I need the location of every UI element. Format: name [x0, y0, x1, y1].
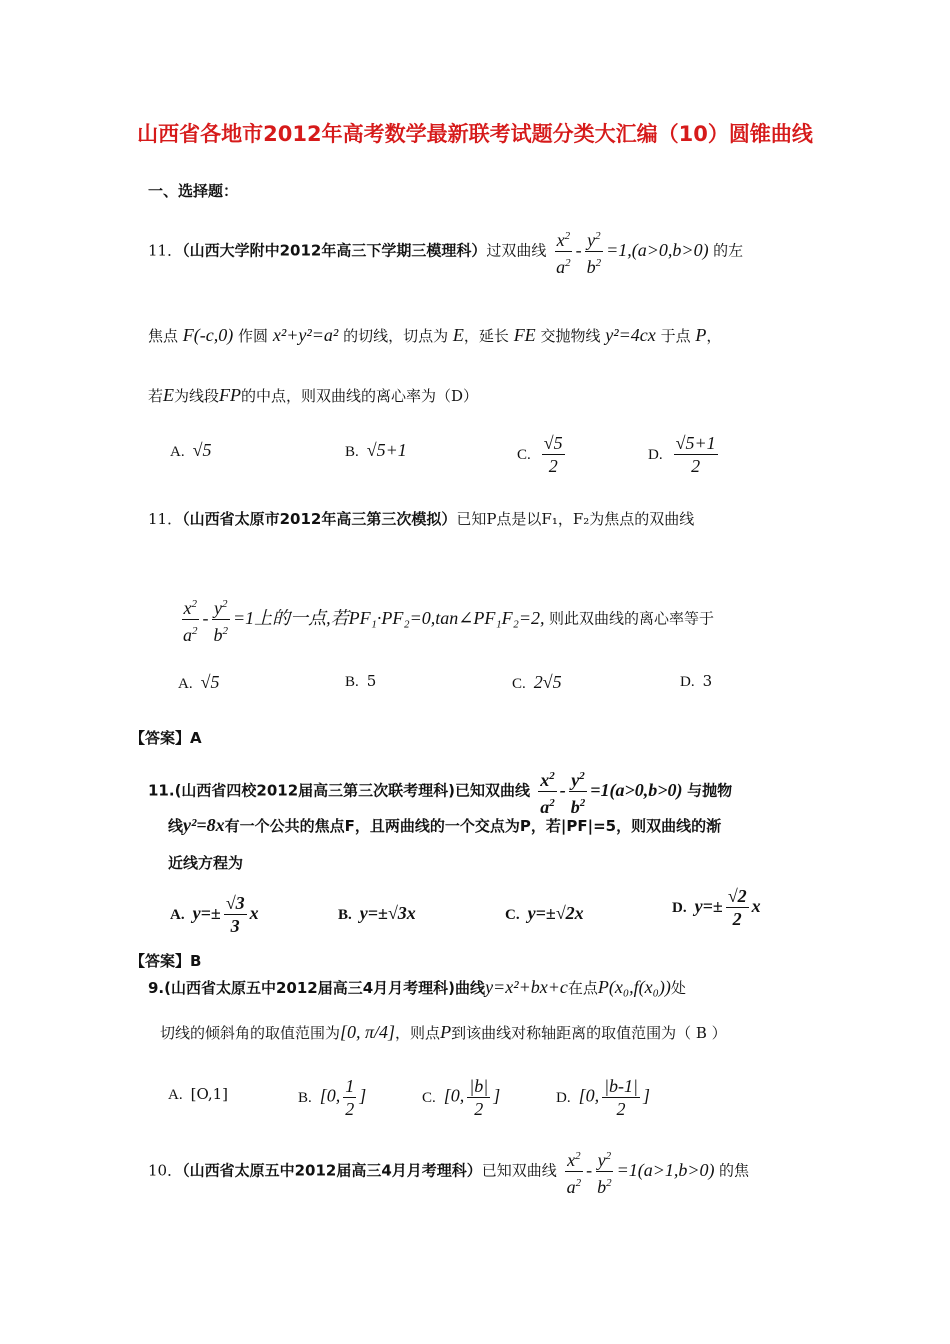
q2-option-d: D. 3 — [680, 672, 713, 690]
q4-option-d: D. [0, $\frac{|b-1|}{2}$ ] — [556, 1076, 651, 1119]
q4-line-2: 切线的倾斜角的取值范围为[0, π/4]，则点P到该曲线对称轴距离的取值范围为（ B ） — [160, 1022, 727, 1042]
q4-option-c: C. [0, $\frac{|b|}{2}$ ] — [422, 1076, 501, 1119]
q2-option-c: C. 2√5 — [512, 672, 562, 692]
q1-line-2: 焦点 F(-c,0) 作圆 x²+y²=a² 的切线，切点为 E，延长 FE 交抛物线 y²=4cx 于点 P， — [148, 325, 722, 345]
q2-answer: 【答案】A — [130, 729, 202, 747]
q5-line-1: 10．（山西省太原五中2012届高三4月月考理科）已知双曲线 $\frac{x^2}{a^2}$ - $\frac{y^2}{b^2}$ =1(a>1,b>0) 的焦 — [148, 1145, 749, 1198]
q2-condition: $\frac{x^2}{a^2}$ - $\frac{y^2}{b^2}$ =1上的一点,若PF₁·PF₂=0,tan∠PF₁F₂=2, — [178, 608, 549, 628]
q5-source: （山西省太原五中2012届高三4月月考理科） — [182, 1161, 482, 1180]
q2-line-2: $\frac{x^2}{a^2}$ - $\frac{y^2}{b^2}$ =1上的一点,若PF₁·PF₂=0,tan∠PF₁F₂=2, 则此双曲线的离心率等于 — [178, 593, 714, 646]
q1-line-3: 若E为线段FP的中点，则双曲线的离心率为（D） — [148, 385, 479, 405]
q3-option-c: C. y=±√2x — [505, 903, 584, 923]
q1-hyperbola: $\frac{x^2}{a^2}$ - $\frac{y^2}{b^2}$ =1,(a>0,b>0) — [551, 240, 713, 260]
q1-option-d: D. $\frac{√5+1}{2}$ — [648, 433, 716, 476]
q1-line-1: 11．（山西大学附中2012年高三下学期三模理科）过双曲线 $\frac{x^2}{a^2}$ - $\frac{y^2}{b^2}$ =1,(a>0,b>0) 的左 — [148, 225, 743, 278]
q1-source: （山西大学附中2012年高三下学期三模理科） — [182, 241, 487, 260]
q4-option-b: B. [0, $\frac{1}{2}$ ] — [298, 1076, 367, 1119]
document-title: 山西省各地市2012年高考数学最新联考试题分类大汇编（10）圆锥曲线 — [137, 122, 813, 146]
q1-option-a: A. √5 — [170, 440, 212, 460]
q3-option-b: B. y=±√3x — [338, 903, 416, 923]
q2-line-1: 11．（山西省太原市2012年高三第三次模拟）已知P点是以F₁，F₂为焦点的双曲线 — [148, 510, 695, 528]
q3-line-1: 11.(山西省四校2012届高三第三次联考理科)已知双曲线 $\frac{x^2}{a^2}$ - $\frac{y^2}{b^2}$ =1(a>0,b>0) 与抛物 — [148, 765, 732, 818]
q2-option-b: B. 5 — [345, 672, 377, 690]
q4-line-1: 9.(山西省太原五中2012届高三4月月考理科)曲线y=x²+bx+c在点P(x₀,f(x₀))处 — [148, 977, 686, 997]
q1-option-c: C. $\frac{√5}{2}$ — [517, 433, 563, 476]
q3-line-3: 近线方程为 — [168, 854, 244, 872]
q3-line-2: 线y²=8x有一个公共的焦点F，且两曲线的一个交点为P，若|PF|=5，则双曲线的渐 — [168, 815, 722, 835]
q3-option-a: A. y=± $\frac{√3}{3}$ x — [170, 893, 259, 936]
q3-answer: 【答案】B — [130, 952, 202, 970]
q3-option-d: D. y=± $\frac{√2}{2}$ x — [672, 886, 761, 929]
q1-number: 11． — [148, 241, 183, 260]
q2-option-a: A. √5 — [178, 672, 220, 692]
q1-option-b: B. √5+1 — [345, 440, 407, 460]
q4-option-a: A. [O,1] — [168, 1085, 229, 1103]
q2-source: （山西省太原市2012年高三第三次模拟） — [182, 510, 457, 528]
section-heading: 一、选择题： — [148, 182, 239, 200]
